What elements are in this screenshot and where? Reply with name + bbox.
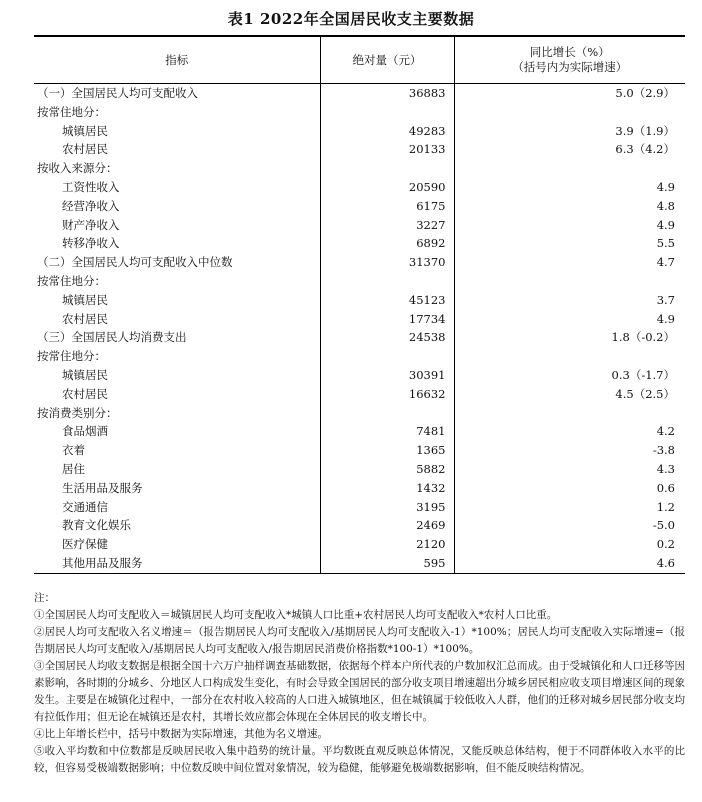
row-value: 1365 — [320, 441, 454, 460]
table-row — [34, 234, 685, 253]
row-label: 居住 — [34, 460, 320, 479]
row-label: 城镇居民 — [34, 291, 320, 310]
row-value: 6175 — [320, 197, 454, 216]
row-growth: 4.6 — [454, 554, 685, 573]
row-label: 生活用品及服务 — [34, 479, 320, 498]
row-growth: 0.3（-1.7） — [611, 367, 675, 382]
row-value: 3195 — [320, 498, 454, 517]
row-value: 1432 — [320, 479, 454, 498]
data-table — [34, 35, 685, 574]
row-growth — [454, 404, 685, 423]
row-value: 17734 — [320, 310, 454, 329]
row-value: 31370 — [320, 253, 454, 272]
row-growth: 1.2 — [656, 499, 675, 514]
row-value: 595 — [320, 554, 454, 573]
row-label: 交通通信 — [34, 498, 320, 517]
row-growth: 0.6 — [656, 480, 675, 495]
row-value: 30391 — [320, 366, 454, 385]
row-label: （一）全国居民人均可支配收入 — [34, 84, 320, 103]
row-value: 3227 — [320, 216, 454, 235]
table-row — [34, 253, 685, 272]
table-row — [34, 272, 685, 291]
row-label: 农村居民 — [34, 385, 320, 404]
table-row — [34, 84, 685, 103]
table-row — [34, 103, 685, 122]
row-growth: 0.2 — [656, 537, 675, 552]
row-growth: -3.8 — [652, 443, 675, 458]
row-growth: 4.2 — [656, 424, 675, 439]
row-value: 45123 — [320, 291, 454, 310]
row-label: 按常住地分： — [34, 272, 320, 291]
row-value: 49283 — [320, 122, 454, 141]
row-value: 16632 — [320, 385, 454, 404]
row-value — [320, 159, 454, 178]
row-value: 6892 — [320, 234, 454, 253]
row-label: 教育文化娱乐 — [34, 516, 320, 535]
row-growth — [454, 272, 685, 291]
row-label: 工资性收入 — [34, 178, 320, 197]
row-growth: 4.5（2.5） — [615, 386, 675, 401]
table-row — [34, 140, 685, 159]
row-growth: 4.9 — [656, 217, 675, 232]
row-growth: -5.0 — [652, 518, 675, 533]
table-row — [34, 122, 685, 141]
row-label: 财产净收入 — [34, 216, 320, 235]
table-row — [34, 197, 685, 216]
row-label: 城镇居民 — [34, 122, 320, 141]
row-label: 按常住地分： — [34, 103, 320, 122]
row-label: （三）全国居民人均消费支出 — [34, 328, 320, 347]
row-growth: 4.9 — [656, 311, 675, 326]
table-row — [34, 366, 685, 385]
table-header-row — [34, 36, 685, 84]
table-row — [34, 422, 685, 441]
row-label: 按消费类别分： — [34, 404, 320, 423]
row-growth — [454, 347, 685, 366]
row-label: 农村居民 — [34, 310, 320, 329]
header-indicator: 指标 — [34, 36, 320, 84]
row-growth: 5.5 — [656, 236, 675, 251]
row-label: 食品烟酒 — [34, 422, 320, 441]
table-row — [34, 178, 685, 197]
note-item: ①全国居民人均可支配收入＝城镇居民人均可支配收入*城镇人口比重+农村居民人均可支配收入*农村人口比重。 — [34, 609, 558, 621]
table-row — [34, 554, 685, 573]
notes-section — [34, 590, 685, 777]
row-label: 医疗保健 — [34, 535, 320, 554]
row-value: 2469 — [320, 516, 454, 535]
table-row — [34, 404, 685, 423]
row-value: 7481 — [320, 422, 454, 441]
header-growth-line1: 同比增长（%） — [529, 45, 610, 59]
row-label: 城镇居民 — [34, 366, 320, 385]
page-title: 表1 2022年全国居民收支主要数据 — [227, 10, 475, 28]
note-item: ②居民人均可支配收入名义增速＝（报告期居民人均可支配收入/基期居民人均可支配收入-1）*100%；居民人均可支配收入实际增速=（报告期居民人均可支配收入/基期居民人均可支配收入/报告期居民消费价格指数*100-1）*100%。 — [34, 626, 685, 655]
row-label: 经营净收入 — [34, 197, 320, 216]
table-row — [34, 347, 685, 366]
note-item: ③全国居民人均收支数据是根据全国十六万户抽样调查基础数据，依据每个样本户所代表的户数加权汇总而成。由于受城镇化和人口迁移等因素影响，各时期的分城乡、分地区人口构成发生变化，有时会导致全国居民的部分收支项目增速超出分城乡居民相应收支项目增速区间的现象发生。主要是在城镇化过程中，一部分在农村收入较高的人口进入城镇地区，但在城镇属于较低收入人群，他们的迁移对城乡居民部分收支均有拉低作用；但无论在城镇还是农村，其增长效应都会体现在全体居民的收支增长中。 — [34, 660, 685, 723]
row-label: 衣着 — [34, 441, 320, 460]
row-growth: 4.8 — [656, 198, 675, 213]
row-label: 按收入来源分： — [34, 159, 320, 178]
row-value: 20133 — [320, 140, 454, 159]
row-label: （二）全国居民人均可支配收入中位数 — [34, 253, 320, 272]
row-label: 转移净收入 — [34, 234, 320, 253]
table-row — [34, 460, 685, 479]
note-item: ⑤收入平均数和中位数都是反映居民收入集中趋势的统计量。平均数既直观反映总体情况，又能反映总体结构，便于不同群体收入水平的比较，但容易受极端数据影响；中位数反映中间位置对象情况，较为稳健，能够避免极端数据影响，但不能反映结构情况。 — [34, 745, 685, 774]
table-row — [34, 310, 685, 329]
row-label: 其他用品及服务 — [34, 554, 320, 573]
row-growth: 4.9 — [656, 179, 675, 194]
row-value — [320, 347, 454, 366]
table-row — [34, 441, 685, 460]
row-value — [320, 404, 454, 423]
notes-label: 注： — [34, 592, 55, 604]
row-growth: 6.3（4.2） — [615, 142, 675, 157]
table-row — [34, 498, 685, 517]
row-growth: 3.9（1.9） — [615, 123, 675, 138]
header-growth-line2: （括号内为实际增速） — [512, 60, 628, 74]
header-growth — [454, 36, 685, 84]
row-value: 36883 — [320, 84, 454, 103]
row-value: 20590 — [320, 178, 454, 197]
row-value — [320, 103, 454, 122]
row-growth: 4.7 — [656, 255, 675, 270]
table-row — [34, 216, 685, 235]
header-absolute-value: 绝对量（元） — [320, 36, 454, 84]
row-value — [320, 272, 454, 291]
row-label: 按常住地分： — [34, 347, 320, 366]
row-growth: 1.8（-0.2） — [611, 330, 675, 345]
note-item: ④比上年增长栏中，括号中数据为实际增速，其他为名义增速。 — [34, 728, 328, 740]
table-row — [34, 291, 685, 310]
row-value: 24538 — [320, 328, 454, 347]
row-growth: 3.7 — [656, 292, 675, 307]
row-value: 2120 — [320, 535, 454, 554]
row-value: 5882 — [320, 460, 454, 479]
table-row — [34, 535, 685, 554]
row-growth — [454, 103, 685, 122]
row-growth — [454, 159, 685, 178]
table-body — [34, 84, 685, 574]
row-growth: 5.0（2.9） — [615, 86, 675, 100]
table-row — [34, 159, 685, 178]
table-row — [34, 479, 685, 498]
row-growth: 4.3 — [656, 461, 675, 476]
notes-list — [34, 607, 685, 777]
table-row — [34, 385, 685, 404]
table-row — [34, 516, 685, 535]
table-row — [34, 328, 685, 347]
row-label: 农村居民 — [34, 140, 320, 159]
